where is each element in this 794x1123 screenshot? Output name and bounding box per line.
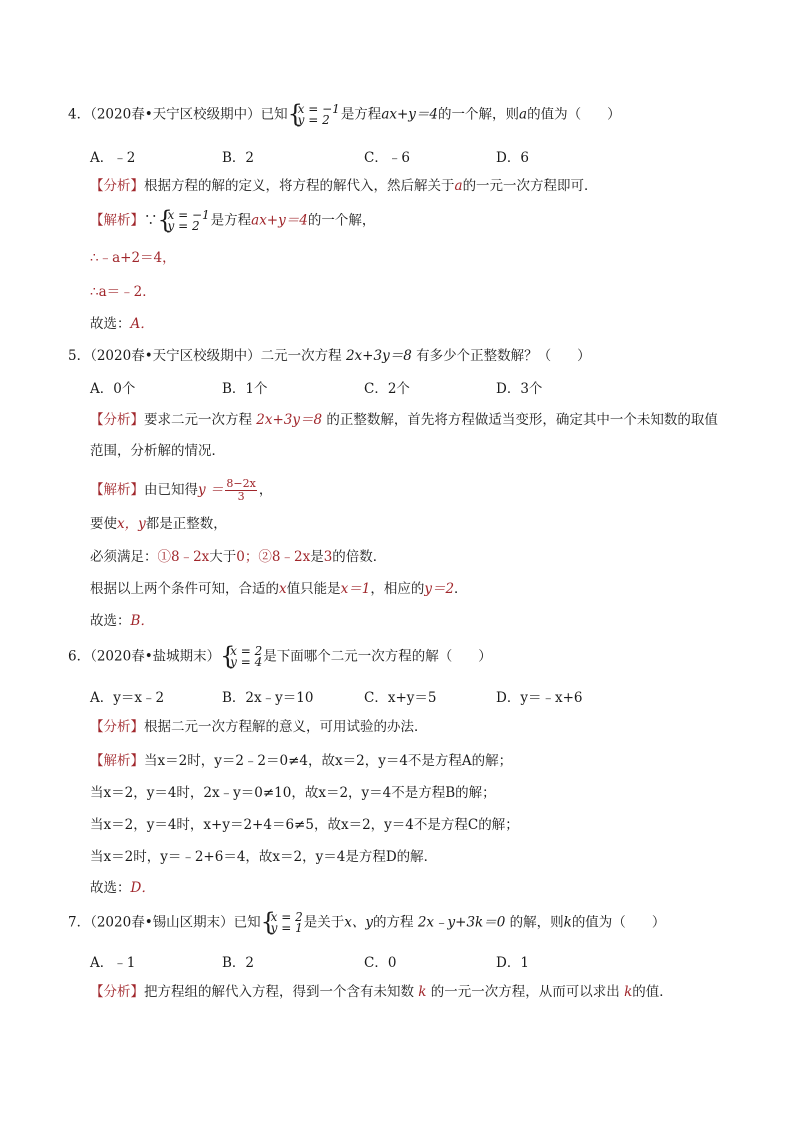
q5-option-d: D．3个 [496,381,543,397]
q6-solution-line-3: 当x＝2，y＝4时，x+y＝2+4＝6≠5，故x＝2，y＝4不是方程C的解； [90,817,519,833]
q5-answer: 故选：B． [90,613,154,629]
q4-equation-system: { x = −1 y = 2 [289,104,340,126]
q5-option-a: A．0个 [90,381,136,397]
q5-option-c: C．2个 [364,381,410,397]
q5-analysis: 【分析】要求二元一次方程 2x+3y＝8 的正整数解，首先将方程做适当变形，确定其中一个未知数的取值 [90,412,718,428]
q4-option-b: B．2 [222,150,255,166]
q5-line-3: 必须满足：①8﹣2x大于0；②8﹣2x是3的倍数． [90,549,387,565]
q5-solution: 【解析】由已知得y ＝ $\frac{8-2x}{3}$ ， [90,477,273,503]
q7-option-c: C．0 [364,955,397,971]
q4-option-d: D．6 [496,150,529,166]
q6-equation-system: { x = 2 y = 4 [221,646,262,668]
q5-fraction: $\frac{8-2x}{3}$ [226,477,256,503]
q5-line-2: 要使x，y都是正整数， [90,516,227,532]
q5-stem: 5．（2020春•天宁区校级期中）二元一次方程 2x+3y＝8 有多少个正整数解？（ ） [68,348,591,364]
q6-solution-line-2: 当x＝2，y＝4时，2x﹣y＝0≠10，故x＝2，y＝4不是方程B的解； [90,785,496,801]
q4-option-c: C．﹣6 [364,150,410,166]
q7-stem: 7．（2020春•锡山区期末）已知 { x = 2 y = 1 是关于x、y的方程 2x﹣y+3k＝0 的解，则k的值为（ ） [68,912,665,934]
q5-line-4: 根据以上两个条件可知，合适的x值只能是x＝1，相应的y＝2． [90,581,468,597]
q6-analysis: 【分析】根据二元一次方程解的意义，可用试验的办法． [90,719,428,735]
q7-option-d: D．1 [496,955,529,971]
q6-option-c: C．x+y＝5 [364,690,437,706]
q6-solution-line-1: 【解析】当x＝2时，y＝2﹣2＝0≠4，故x＝2，y＝4不是方程A的解； [90,753,513,769]
q4-option-a: A．﹣2 [90,150,136,166]
q6-option-a: A．y＝x﹣2 [90,690,165,706]
q6-stem: 6．（2020春•盐城期末） { x = 2 y = 4 是下面哪个二元一次方程的解（ ） [68,646,492,668]
q5-option-b: B．1个 [222,381,268,397]
q7-equation-system: { x = 2 y = 1 [262,912,303,934]
q4-source: （2020春•天宁区校级期中） [90,106,261,123]
q4-step-2: ∴a＝﹣2． [90,284,156,300]
q4-analysis: 【分析】根据方程的解的定义，将方程的解代入，然后解关于a的一元一次方程即可． [90,178,598,194]
q4-stem: 4．（2020春•天宁区校级期中）已知 { x = −1 y = 2 是方程ax+y＝4的一个解，则a的值为（ ） [68,104,621,126]
q7-analysis: 【分析】把方程组的解代入方程，得到一个含有未知数 k 的一元一次方程，从而可以求出 k的值． [90,984,673,1000]
q4-number: 4． [68,106,91,123]
q5-analysis-cont: 范围，分析解的情况． [90,443,225,459]
q6-option-b: B．2x﹣y＝10 [222,690,314,706]
q7-option-a: A．﹣1 [90,955,136,971]
q6-option-d: D．y＝﹣x+6 [496,690,583,706]
q6-answer: 故选：D． [90,880,155,896]
q7-option-b: B．2 [222,955,255,971]
q4-answer: 故选：A． [90,316,154,332]
q4-step-1: ∴﹣a+2＝4， [90,250,176,266]
q6-solution-line-4: 当x＝2时，y＝﹣2+6＝4，故x＝2，y＝4是方程D的解． [90,849,438,865]
q4-solution: 【解析】∵ { x = −1 y = 2 是方程ax+y＝4的一个解， [90,210,375,232]
